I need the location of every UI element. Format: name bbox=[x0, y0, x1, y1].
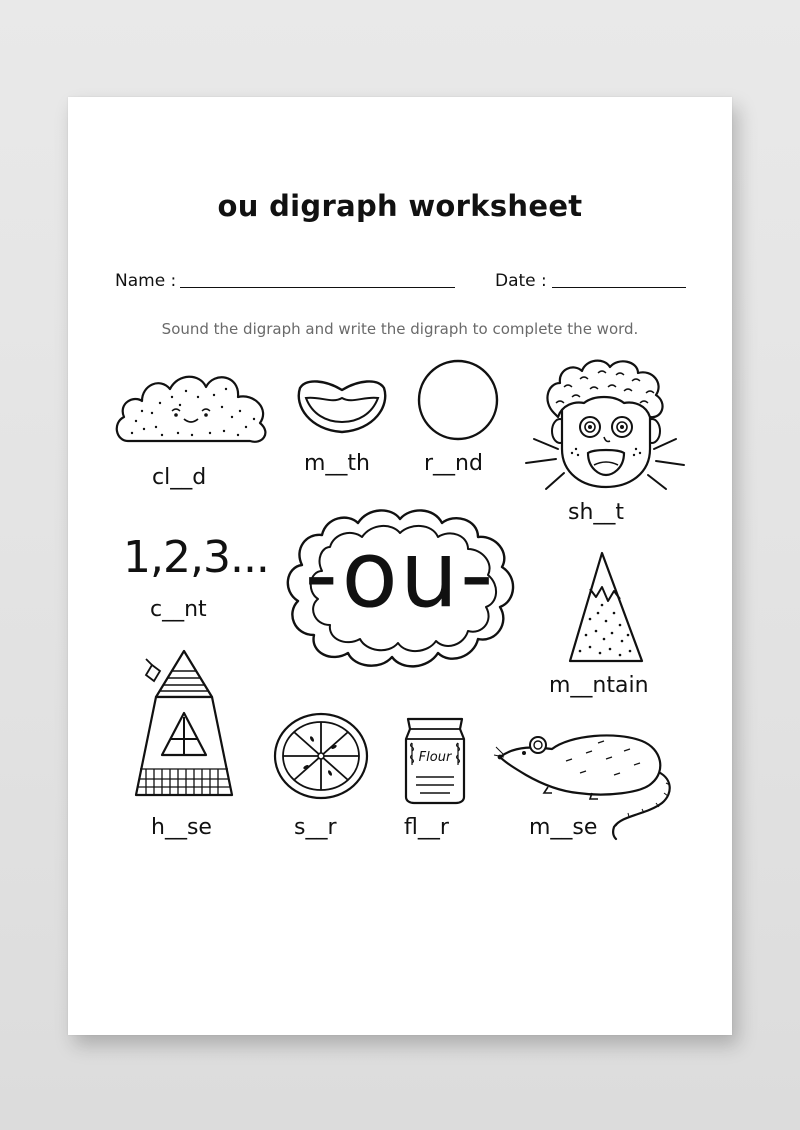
word-cloud: cl__d bbox=[152, 465, 207, 490]
orange-slice-icon bbox=[272, 711, 370, 801]
word-round: r__nd bbox=[424, 451, 483, 476]
counting-numbers: 1,2,3... bbox=[123, 532, 269, 583]
word-house: h__se bbox=[151, 815, 212, 840]
house-icon bbox=[128, 649, 240, 799]
worksheet-page bbox=[68, 97, 732, 1035]
shouting-boy-icon bbox=[524, 357, 688, 497]
instructions-text: Sound the digraph and write the digraph to complete the word. bbox=[161, 320, 639, 338]
flour-bag-icon bbox=[402, 715, 468, 805]
word-shout: sh__t bbox=[568, 500, 625, 525]
cloud-icon bbox=[114, 367, 270, 447]
flour-bag-label: Flour bbox=[418, 750, 452, 765]
date-label: Date : bbox=[495, 271, 547, 291]
name-label: Name : bbox=[115, 271, 177, 291]
word-mouth: m__th bbox=[304, 451, 370, 476]
name-field-line[interactable] bbox=[180, 287, 455, 288]
date-field-line[interactable] bbox=[552, 287, 686, 288]
page-title: ou digraph worksheet bbox=[217, 189, 583, 223]
word-mouse: m__se bbox=[529, 815, 598, 840]
word-sour: s__r bbox=[294, 815, 337, 840]
mountain-icon bbox=[566, 549, 646, 665]
word-flour: fl__r bbox=[404, 815, 449, 840]
word-mountain: m__ntain bbox=[549, 673, 649, 698]
ou-digraph-badge: -ou- bbox=[304, 521, 496, 628]
circle-icon bbox=[417, 359, 499, 441]
word-count: c__nt bbox=[150, 597, 207, 622]
lips-icon bbox=[296, 378, 388, 434]
